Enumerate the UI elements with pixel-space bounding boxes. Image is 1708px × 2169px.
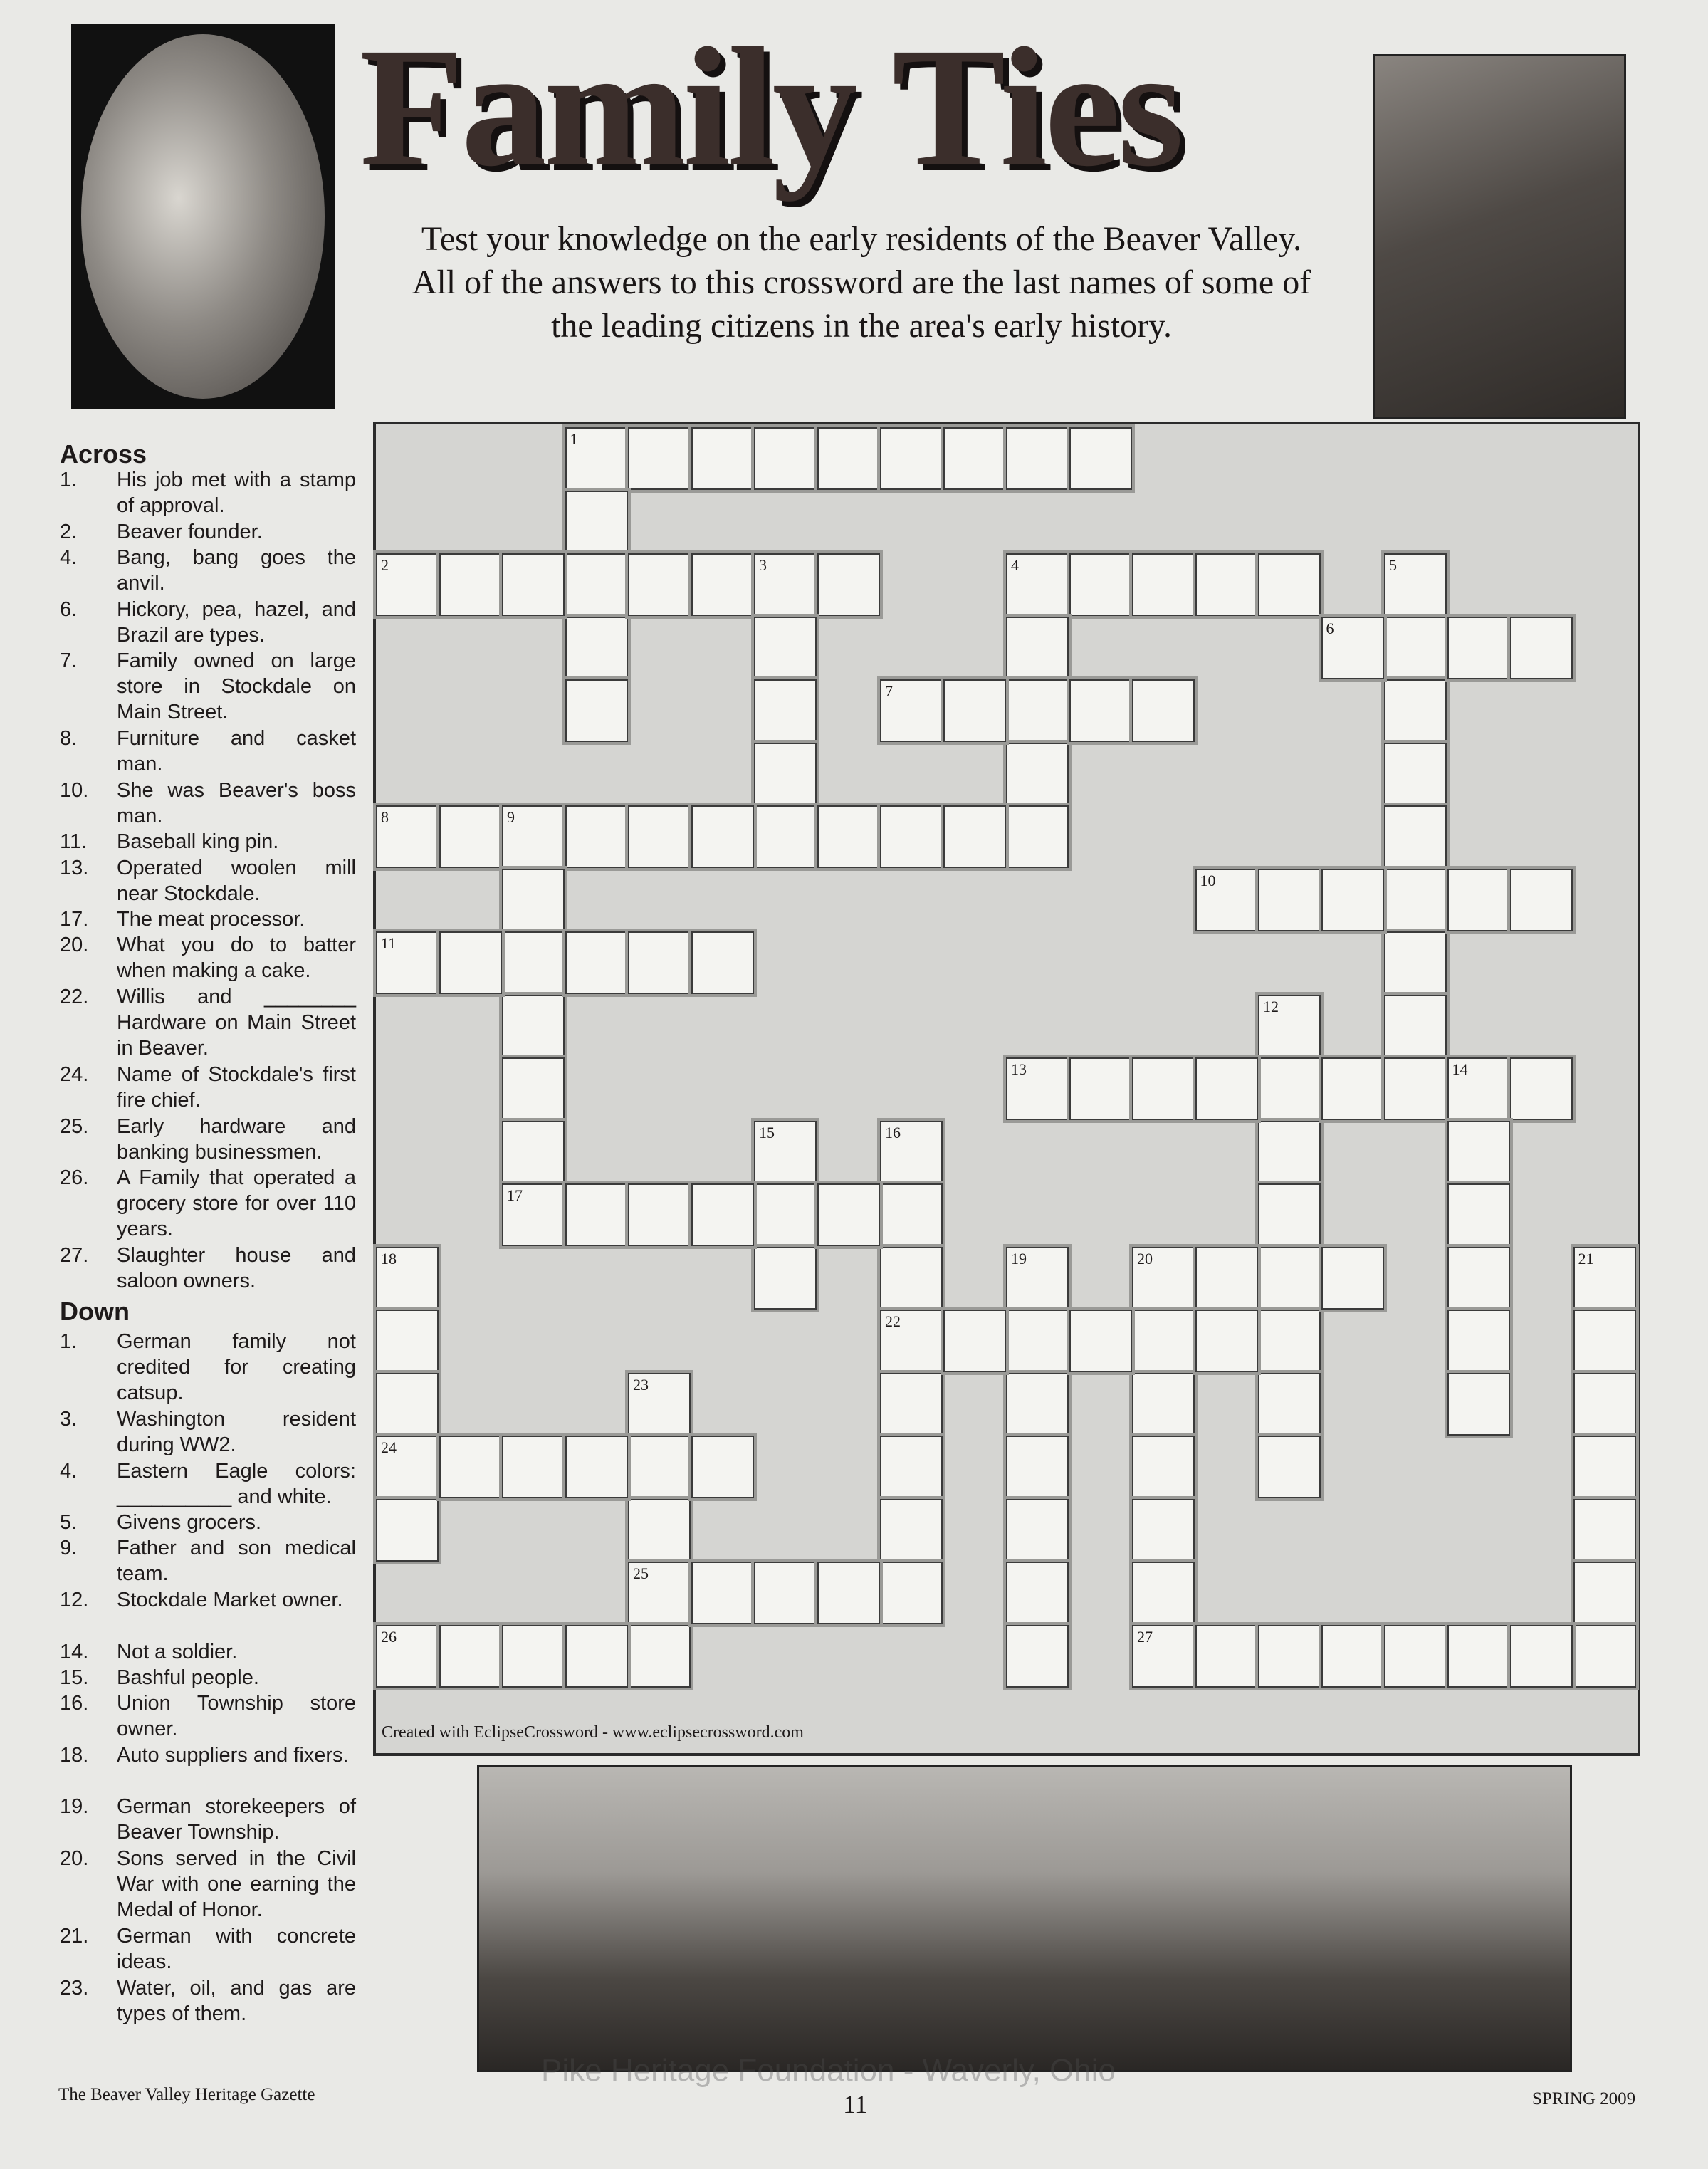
crossword-cell[interactable] — [1132, 1057, 1195, 1120]
crossword-cell[interactable] — [691, 553, 754, 616]
crossword-cell[interactable] — [1132, 1562, 1195, 1624]
crossword-cell[interactable] — [502, 931, 565, 994]
crossword-cell[interactable] — [1258, 553, 1321, 616]
crossword-cell[interactable] — [502, 553, 565, 616]
crossword-cell[interactable] — [1384, 743, 1447, 805]
crossword-cell[interactable] — [817, 1562, 880, 1624]
clue-text: Early hardware and banking businessmen. — [117, 1114, 356, 1164]
crossword-cell[interactable] — [1447, 1183, 1510, 1246]
crossword-cell[interactable] — [691, 1183, 754, 1246]
crossword-cell[interactable] — [880, 1436, 943, 1498]
down-heading: Down — [60, 1297, 130, 1326]
crossword-cell[interactable] — [1069, 679, 1132, 742]
crossword-cell[interactable] — [880, 1121, 943, 1183]
crossword-cell[interactable] — [1447, 1625, 1510, 1688]
cell-number: 26 — [381, 1627, 397, 1646]
clue-text: German family not credited for creating catsup. — [117, 1330, 356, 1404]
crossword-cell[interactable] — [1006, 553, 1069, 616]
cell-number: 6 — [1326, 619, 1334, 637]
clue-text: Baseball king pin. — [117, 830, 279, 854]
footer-publication: The Beaver Valley Heritage Gazette — [58, 2085, 315, 2104]
clue-number: 13. — [60, 856, 89, 879]
crossword-cell[interactable] — [1510, 869, 1573, 931]
cell-number: 11 — [381, 934, 397, 952]
clue-number: 26. — [60, 1166, 89, 1190]
crossword-cell[interactable] — [943, 805, 1006, 868]
crossword-cell[interactable] — [1384, 995, 1447, 1057]
crossword-cell[interactable] — [376, 805, 439, 868]
crossword-cell[interactable] — [1573, 1310, 1636, 1372]
crossword-cell[interactable] — [628, 931, 691, 994]
crossword-cell[interactable] — [880, 1183, 943, 1246]
clue-number: 2. — [60, 520, 78, 543]
cell-number: 13 — [1011, 1060, 1027, 1078]
clue-number: 3. — [60, 1407, 78, 1431]
clue-number: 21. — [60, 1924, 89, 1948]
crossword-cell[interactable] — [1258, 1373, 1321, 1436]
clue-number: 8. — [60, 727, 78, 750]
crossword-cell[interactable] — [754, 1121, 817, 1183]
cell-number: 9 — [507, 808, 515, 826]
crossword-cell[interactable] — [1006, 1247, 1069, 1310]
clue-number: 17. — [60, 908, 89, 931]
crossword-cell[interactable] — [1006, 1562, 1069, 1624]
crossword-cell[interactable] — [1258, 869, 1321, 931]
crossword-cell[interactable] — [502, 1121, 565, 1183]
crossword-cell[interactable] — [1510, 1057, 1573, 1120]
crossword-cell[interactable] — [565, 679, 628, 742]
crossword-cell[interactable] — [1132, 1310, 1195, 1372]
clue-number: 4. — [60, 545, 78, 569]
crossword-cell[interactable] — [502, 1625, 565, 1688]
two-women-photo — [1373, 54, 1626, 419]
crossword-cell[interactable] — [1132, 1247, 1195, 1310]
crossword-cell[interactable] — [1447, 617, 1510, 679]
clue-text: Givens grocers. — [117, 1511, 262, 1535]
crossword-cell[interactable] — [691, 805, 754, 868]
crossword-cell[interactable] — [880, 1373, 943, 1436]
crossword-cell[interactable] — [1132, 1373, 1195, 1436]
crossword-cell[interactable] — [1447, 1310, 1510, 1372]
page-number: 11 — [843, 2090, 868, 2118]
crossword-cell[interactable] — [1321, 1625, 1384, 1688]
crossword-cell[interactable] — [943, 1310, 1006, 1372]
cell-number: 3 — [759, 556, 767, 574]
crossword-cell[interactable] — [1195, 553, 1258, 616]
crossword-cell[interactable] — [1195, 1625, 1258, 1688]
crossword-cell[interactable] — [691, 931, 754, 994]
crossword-cell[interactable] — [565, 1625, 628, 1688]
crossword-cell[interactable] — [502, 805, 565, 868]
crossword-cell[interactable] — [439, 553, 502, 616]
crossword-cell[interactable] — [754, 1183, 817, 1246]
crossword-cell[interactable] — [754, 805, 817, 868]
clue-text: Operated woolen mill near Stockdale. — [117, 856, 356, 905]
clue-text: Not a soldier. — [117, 1640, 238, 1663]
clue-number: 10. — [60, 778, 89, 802]
clue-text: Water, oil, and gas are types of them. — [117, 1976, 356, 2025]
crossword-cell[interactable] — [1573, 1499, 1636, 1562]
cell-number: 14 — [1452, 1060, 1468, 1078]
crossword-cell[interactable] — [1447, 1247, 1510, 1310]
crossword-cell[interactable] — [502, 869, 565, 931]
crossword-grid — [373, 422, 1640, 1756]
cell-number: 16 — [885, 1123, 901, 1141]
crossword-cell[interactable] — [376, 1373, 439, 1436]
crossword-cell[interactable] — [1321, 617, 1384, 679]
crossword-cell[interactable] — [1447, 1057, 1510, 1120]
crossword-cell[interactable] — [1384, 869, 1447, 931]
clue-text: Bang, bang goes the anvil. — [117, 545, 356, 595]
crossword-cell[interactable] — [691, 1562, 754, 1624]
clue-text: His job met with a stamp of approval. — [117, 469, 356, 517]
clue-text: Sons served in the Civil War with one earning the Medal of Honor. — [117, 1847, 356, 1921]
crossword-cell[interactable] — [880, 1562, 943, 1624]
intro-text: Test your knowledge on the early residents of the Beaver Valley. All of the answers to this crossword are the last names of some of the leading citizens in the area's early history. — [412, 220, 1311, 345]
crossword-cell[interactable] — [1258, 1183, 1321, 1246]
crossword-cell[interactable] — [943, 679, 1006, 742]
crossword-cell[interactable] — [628, 427, 691, 490]
cell-number: 19 — [1011, 1249, 1027, 1268]
crossword-cell[interactable] — [376, 1310, 439, 1372]
clue-text: Stockdale Market owner. — [117, 1589, 343, 1611]
cell-number: 20 — [1137, 1249, 1153, 1268]
clue-number: 9. — [60, 1537, 78, 1560]
crossword-cell[interactable] — [754, 743, 817, 805]
crossword-cell[interactable] — [1069, 1310, 1132, 1372]
crossword-cell[interactable] — [1132, 1436, 1195, 1498]
cell-number: 5 — [1389, 556, 1397, 574]
crossword-cell[interactable] — [754, 553, 817, 616]
clue-text: What you do to batter when making a cake. — [117, 934, 356, 983]
clue-text: Union Township store owner. — [117, 1692, 356, 1741]
clue-text: Eastern Eagle colors: __________ and white. — [117, 1459, 356, 1508]
clue-number: 23. — [60, 1976, 89, 2000]
crossword-cell[interactable] — [439, 1436, 502, 1498]
crossword-cell[interactable] — [628, 1562, 691, 1624]
crossword-cell[interactable] — [1132, 1499, 1195, 1562]
clue-text: Beaver founder. — [117, 520, 263, 543]
crossword-cell[interactable] — [376, 931, 439, 994]
crossword-cell[interactable] — [1321, 1247, 1384, 1310]
crossword-cell[interactable] — [1069, 553, 1132, 616]
crossword-cell[interactable] — [1258, 995, 1321, 1057]
page-title: Family Ties — [360, 12, 1181, 202]
crossword-cell[interactable] — [1258, 1310, 1321, 1372]
crossword-cell[interactable] — [691, 427, 754, 490]
crossword-cell[interactable] — [1006, 1310, 1069, 1372]
crossword-cell[interactable] — [880, 1310, 943, 1372]
crossword-cell[interactable] — [1006, 427, 1069, 490]
crossword-cell[interactable] — [1573, 1625, 1636, 1688]
crossword-cell[interactable] — [1510, 1625, 1573, 1688]
crossword-cell[interactable] — [1573, 1373, 1636, 1436]
crossword-cell[interactable] — [376, 1499, 439, 1562]
crossword-cell[interactable] — [754, 617, 817, 679]
clue-text: A Family that operated a grocery store for over 110 years. — [117, 1166, 356, 1241]
crossword-cell[interactable] — [376, 553, 439, 616]
clue-number: 5. — [60, 1511, 78, 1535]
crossword-cell[interactable] — [1573, 1436, 1636, 1498]
clue-number: 16. — [60, 1692, 89, 1715]
crossword-cell[interactable] — [880, 427, 943, 490]
crossword-cell[interactable] — [1069, 427, 1132, 490]
cell-number: 22 — [885, 1312, 901, 1330]
cell-number: 4 — [1011, 556, 1019, 574]
crossword-cell[interactable] — [817, 427, 880, 490]
cell-number: 7 — [885, 682, 893, 700]
clue-text: Bashful people. — [117, 1666, 259, 1689]
couple-portrait-photo — [71, 24, 335, 409]
crossword-cell[interactable] — [1258, 1625, 1321, 1688]
clue-number: 20. — [60, 1847, 89, 1870]
family-group-photo — [477, 1765, 1572, 2072]
crossword-cell[interactable] — [628, 1436, 691, 1498]
crossword-cell[interactable] — [1006, 617, 1069, 679]
crossword-cell[interactable] — [502, 1057, 565, 1120]
crossword-cell[interactable] — [1573, 1247, 1636, 1310]
clue-text: Auto suppliers and fixers. — [117, 1743, 349, 1767]
crossword-cell[interactable] — [565, 931, 628, 994]
crossword-cell[interactable] — [439, 1625, 502, 1688]
cell-number: 12 — [1263, 997, 1279, 1015]
crossword-cell[interactable] — [1321, 869, 1384, 931]
cell-number: 24 — [381, 1438, 397, 1456]
crossword-cell[interactable] — [502, 995, 565, 1057]
crossword-cell[interactable] — [1384, 617, 1447, 679]
crossword-cell[interactable] — [565, 617, 628, 679]
footer-issue: SPRING 2009 — [1532, 2089, 1636, 2108]
clue-number: 11. — [60, 830, 88, 854]
cell-number: 18 — [381, 1249, 397, 1268]
crossword-cell[interactable] — [565, 427, 628, 490]
crossword-cell[interactable] — [628, 553, 691, 616]
crossword-cell[interactable] — [1384, 679, 1447, 742]
clue-text: Washington resident during WW2. — [117, 1407, 356, 1456]
crossword-cell[interactable] — [439, 931, 502, 994]
crossword-cell[interactable] — [1132, 679, 1195, 742]
clue-number: 14. — [60, 1640, 89, 1663]
clue-number: 18. — [60, 1743, 89, 1767]
clue-number: 15. — [60, 1666, 89, 1689]
crossword-cell[interactable] — [1006, 1499, 1069, 1562]
crossword-cell[interactable] — [628, 1499, 691, 1562]
crossword-cell[interactable] — [1006, 743, 1069, 805]
crossword-cell[interactable] — [502, 1183, 565, 1246]
clue-text: Willis and ________ Hardware on Main Street in Beaver. — [117, 986, 356, 1060]
crossword-cell[interactable] — [439, 805, 502, 868]
cell-number: 27 — [1137, 1627, 1153, 1646]
crossword-cell[interactable] — [817, 553, 880, 616]
crossword-cell[interactable] — [754, 1247, 817, 1310]
watermark: Pike Heritage Foundation - Waverly, Ohio — [541, 2053, 1116, 2088]
crossword-cell[interactable] — [1384, 553, 1447, 616]
crossword-cell[interactable] — [880, 1499, 943, 1562]
crossword-cell[interactable] — [880, 1247, 943, 1310]
crossword-cell[interactable] — [1447, 869, 1510, 931]
crossword-cell[interactable] — [943, 427, 1006, 490]
crossword-cell[interactable] — [1195, 1247, 1258, 1310]
crossword-cell[interactable] — [565, 1436, 628, 1498]
clue-text: Slaughter house and saloon owners. — [117, 1244, 356, 1292]
crossword-cell[interactable] — [1006, 1625, 1069, 1688]
clue-text: Family owned on large store in Stockdale on Main Street. — [117, 649, 356, 724]
clue-text: Father and son medical team. — [117, 1537, 356, 1586]
crossword-cell[interactable] — [754, 427, 817, 490]
crossword-cell[interactable] — [1384, 1625, 1447, 1688]
clue-number: 19. — [60, 1795, 89, 1819]
crossword-cell[interactable] — [502, 1436, 565, 1498]
crossword-cell[interactable] — [817, 1183, 880, 1246]
across-heading: Across — [60, 439, 147, 469]
cell-number: 15 — [759, 1123, 775, 1141]
clue-number: 24. — [60, 1062, 89, 1086]
clue-text: Hickory, pea, hazel, and Brazil are types. — [117, 597, 356, 647]
crossword-cell[interactable] — [565, 1183, 628, 1246]
clue-number: 12. — [60, 1589, 89, 1611]
crossword-cell[interactable] — [880, 679, 943, 742]
crossword-cell[interactable] — [1195, 1057, 1258, 1120]
crossword-cell[interactable] — [376, 1247, 439, 1310]
crossword-cell[interactable] — [565, 805, 628, 868]
crossword-cell[interactable] — [628, 1373, 691, 1436]
clue-number: 25. — [60, 1114, 89, 1138]
cell-number: 21 — [1578, 1249, 1594, 1268]
clue-text: Name of Stockdale's first fire chief. — [117, 1062, 356, 1112]
clue-text: The meat processor. — [117, 908, 305, 931]
crossword-cell[interactable] — [1384, 1057, 1447, 1120]
crossword-cell[interactable] — [880, 805, 943, 868]
crossword-cell[interactable] — [1006, 1373, 1069, 1436]
crossword-cell[interactable] — [1447, 1121, 1510, 1183]
clue-number: 4. — [60, 1459, 78, 1483]
cell-number: 8 — [381, 808, 389, 826]
crossword-cell[interactable] — [565, 491, 628, 553]
crossword-cell[interactable] — [376, 1625, 439, 1688]
clue-text: She was Beaver's boss man. — [117, 778, 356, 827]
clue-text: Furniture and casket man. — [117, 727, 356, 775]
clue-number: 6. — [60, 597, 78, 621]
clue-number: 22. — [60, 986, 89, 1008]
clue-number: 1. — [60, 469, 78, 491]
crossword-cell[interactable] — [1258, 1057, 1321, 1120]
crossword-credit: Created with EclipseCrossword - www.eclipsecrossword.com — [382, 1723, 804, 1742]
cell-number: 2 — [381, 556, 389, 574]
crossword-cell[interactable] — [376, 1436, 439, 1498]
cell-number: 1 — [570, 430, 578, 448]
crossword-cell[interactable] — [1258, 1436, 1321, 1498]
crossword-cell[interactable] — [1195, 1310, 1258, 1372]
crossword-cell[interactable] — [1006, 1436, 1069, 1498]
crossword-cell[interactable] — [817, 805, 880, 868]
crossword-cell[interactable] — [1384, 805, 1447, 868]
crossword-cell[interactable] — [1195, 869, 1258, 931]
crossword-cell[interactable] — [628, 805, 691, 868]
clue-number: 27. — [60, 1244, 89, 1267]
crossword-cell[interactable] — [1258, 1121, 1321, 1183]
clue-number: 1. — [60, 1330, 78, 1353]
clue-text: German with concrete ideas. — [117, 1924, 356, 1973]
crossword-cell[interactable] — [1006, 679, 1069, 742]
crossword-cell[interactable] — [1321, 1057, 1384, 1120]
crossword-cell[interactable] — [1258, 1247, 1321, 1310]
clue-text: German storekeepers of Beaver Township. — [117, 1795, 356, 1844]
cell-number: 17 — [507, 1186, 523, 1204]
cell-number: 10 — [1200, 871, 1216, 889]
cell-number: 25 — [633, 1564, 649, 1582]
crossword-cell[interactable] — [628, 1183, 691, 1246]
clue-number: 7. — [60, 649, 78, 673]
crossword-cell[interactable] — [565, 553, 628, 616]
crossword-cell[interactable] — [754, 679, 817, 742]
crossword-cell[interactable] — [1132, 1625, 1195, 1688]
cell-number: 23 — [633, 1375, 649, 1394]
crossword-cell[interactable] — [1447, 1373, 1510, 1436]
crossword-cell[interactable] — [1006, 805, 1069, 868]
crossword-cell[interactable] — [691, 1436, 754, 1498]
crossword-cell[interactable] — [1069, 1057, 1132, 1120]
crossword-cell[interactable] — [628, 1625, 691, 1688]
crossword-cell[interactable] — [1510, 617, 1573, 679]
crossword-cell[interactable] — [754, 1562, 817, 1624]
crossword-cell[interactable] — [1384, 931, 1447, 994]
crossword-cell[interactable] — [1573, 1562, 1636, 1624]
crossword-cell[interactable] — [1132, 553, 1195, 616]
crossword-cell[interactable] — [1006, 1057, 1069, 1120]
clue-number: 20. — [60, 934, 89, 957]
